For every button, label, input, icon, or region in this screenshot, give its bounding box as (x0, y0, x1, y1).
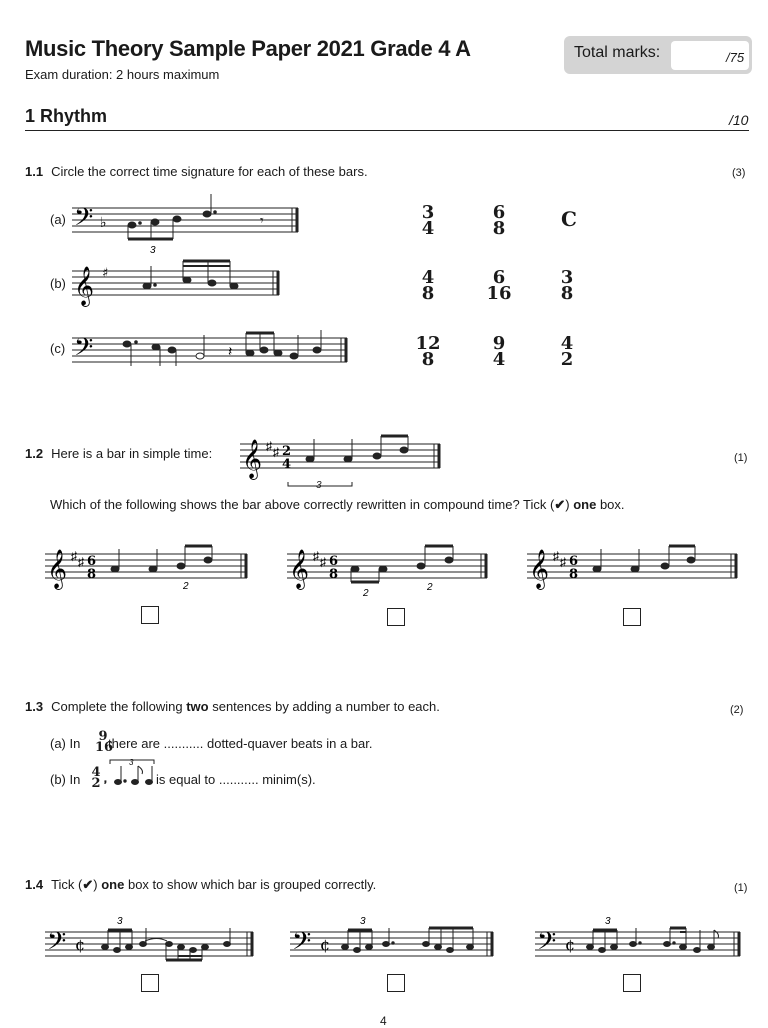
svg-text:2: 2 (183, 581, 189, 592)
answer-box-1-4-c[interactable] (623, 974, 641, 992)
section-marks: /10 (729, 112, 749, 128)
svg-text:♯: ♯ (313, 549, 319, 563)
section-title: 1 Rhythm (25, 106, 108, 126)
ts-option-c3[interactable]: 4 2 (560, 333, 574, 370)
question-1-1 (25, 164, 368, 179)
question-marks: (1) (734, 882, 748, 894)
svg-text:¢: ¢ (75, 935, 86, 954)
svg-text:♯: ♯ (71, 549, 77, 563)
svg-text:♯: ♯ (553, 549, 559, 563)
staff-1-4-option-1 (45, 918, 260, 966)
answer-box-1-4-b[interactable] (387, 974, 405, 992)
svg-text:𝄞: 𝄞 (289, 549, 310, 589)
row-label-a: (a) (50, 212, 66, 227)
svg-text:8: 8 (569, 567, 579, 582)
question-marks: (3) (732, 167, 746, 179)
staff-1-4-option-2 (290, 918, 500, 966)
svg-text:6: 6 (87, 554, 97, 569)
question-marks: (2) (730, 704, 744, 716)
question-number: 1.2 (25, 446, 44, 461)
staff-1-2-given (240, 436, 445, 491)
answer-box-1-4-a[interactable] (141, 974, 159, 992)
ts-option-a1[interactable]: 3 4 (421, 202, 435, 239)
svg-text:,: , (104, 774, 107, 785)
row-label-c: (c) (50, 341, 66, 356)
svg-text:𝄢: 𝄢 (74, 333, 94, 368)
ts-option-a2[interactable]: 6 8 (492, 202, 506, 239)
question-number: 1.3 (25, 699, 44, 714)
svg-text:3: 3 (316, 480, 322, 491)
sentence-b: (b) In (50, 772, 81, 787)
svg-text:2: 2 (282, 444, 292, 459)
ts-option-a3[interactable]: C (561, 207, 577, 231)
svg-text:4: 4 (282, 457, 292, 472)
total-marks-label: Total marks: (574, 44, 661, 61)
staff-1-2-option-3 (527, 546, 742, 591)
svg-text:𝄽: 𝄽 (228, 343, 233, 359)
svg-text:6: 6 (569, 554, 579, 569)
svg-text:♯: ♯ (273, 445, 279, 459)
question-marks: (1) (734, 452, 748, 464)
paper-title: Music Theory Sample Paper 2021 Grade 4 A (25, 36, 471, 61)
tick-glyph: ✔ (554, 497, 566, 512)
ts-option-b1[interactable]: 4 8 (421, 267, 435, 304)
svg-text:𝄢: 𝄢 (537, 927, 557, 962)
answer-box-1-2-a[interactable] (141, 606, 159, 624)
staff-1-1-b (72, 263, 282, 308)
section-divider (25, 130, 749, 131)
svg-text:♯: ♯ (560, 555, 566, 569)
svg-text:2: 2 (427, 582, 433, 593)
question-number: 1.4 (25, 877, 44, 892)
svg-text:3: 3 (129, 758, 134, 767)
svg-text:♯: ♯ (320, 555, 326, 569)
total-marks-max: /75 (726, 50, 745, 65)
svg-text:♯: ♯ (78, 555, 84, 569)
svg-text:𝄞: 𝄞 (529, 549, 550, 589)
answer-box-1-2-b[interactable] (387, 608, 405, 626)
svg-text:𝄾: 𝄾 (260, 212, 264, 228)
staff-1-2-option-2 (287, 546, 497, 599)
staff-1-1-a (72, 203, 302, 256)
page-number: 4 (380, 1014, 387, 1028)
ts-option-c2[interactable]: 9 4 (492, 333, 506, 370)
svg-text:6: 6 (329, 554, 339, 569)
question-number: 1.1 (25, 164, 44, 179)
svg-text:3: 3 (117, 916, 123, 927)
svg-text:¢: ¢ (565, 935, 576, 954)
staff-1-1-c (72, 330, 352, 375)
svg-text:𝄞: 𝄞 (242, 439, 263, 479)
sentence-a: (a) In (50, 736, 81, 751)
svg-text:♯: ♯ (266, 439, 272, 453)
svg-text:𝄞: 𝄞 (74, 266, 95, 306)
svg-text:3: 3 (605, 916, 611, 927)
answer-box-1-2-c[interactable] (623, 608, 641, 626)
question-text: Circle the correct time signature for each of these bars. (51, 164, 368, 179)
question-1-3: 1.3 Complete the following two sentences by adding a number to each. (25, 699, 440, 714)
ts-option-b3[interactable]: 3 8 (560, 267, 574, 304)
svg-text:𝄢: 𝄢 (47, 927, 67, 962)
tick-glyph: ✔ (82, 877, 94, 892)
question-1-2-instruction: Which of the following shows the bar above correctly rewritten in compound time? Tick (✔) one box. (50, 497, 625, 512)
svg-text:𝄞: 𝄞 (47, 549, 68, 589)
question-1-2 (25, 446, 212, 461)
staff-1-2-option-1 (45, 546, 255, 591)
svg-text:2: 2 (363, 588, 369, 599)
svg-text:8: 8 (87, 567, 97, 582)
time-sig-9-16: 9 16 (95, 729, 114, 755)
svg-text:3: 3 (360, 916, 366, 927)
rhythm-figure (104, 758, 156, 788)
sentence-a-text[interactable]: there are ........... dotted-quaver beats in a bar. (108, 736, 373, 751)
svg-text:¢: ¢ (320, 935, 331, 954)
ts-option-b2[interactable]: 6 16 (486, 267, 512, 304)
question-1-4: 1.4 Tick (✔) one box to show which bar is grouped correctly. (25, 877, 377, 892)
svg-text:𝄢: 𝄢 (74, 203, 94, 238)
svg-text:♭: ♭ (100, 215, 107, 231)
svg-text:3: 3 (150, 245, 156, 256)
question-text: Here is a bar in simple time: (51, 446, 213, 461)
exam-duration: Exam duration: 2 hours maximum (25, 67, 220, 82)
svg-text:♯: ♯ (102, 266, 109, 281)
time-sig-4-2: 4 2 (91, 765, 101, 791)
ts-option-c1[interactable]: 12 8 (415, 333, 441, 370)
svg-text:8: 8 (329, 567, 339, 582)
svg-text:𝄢: 𝄢 (292, 927, 312, 962)
sentence-b-text[interactable]: is equal to ........... minim(s). (156, 772, 316, 787)
row-label-b: (b) (50, 276, 66, 291)
staff-1-4-option-3 (535, 918, 745, 966)
